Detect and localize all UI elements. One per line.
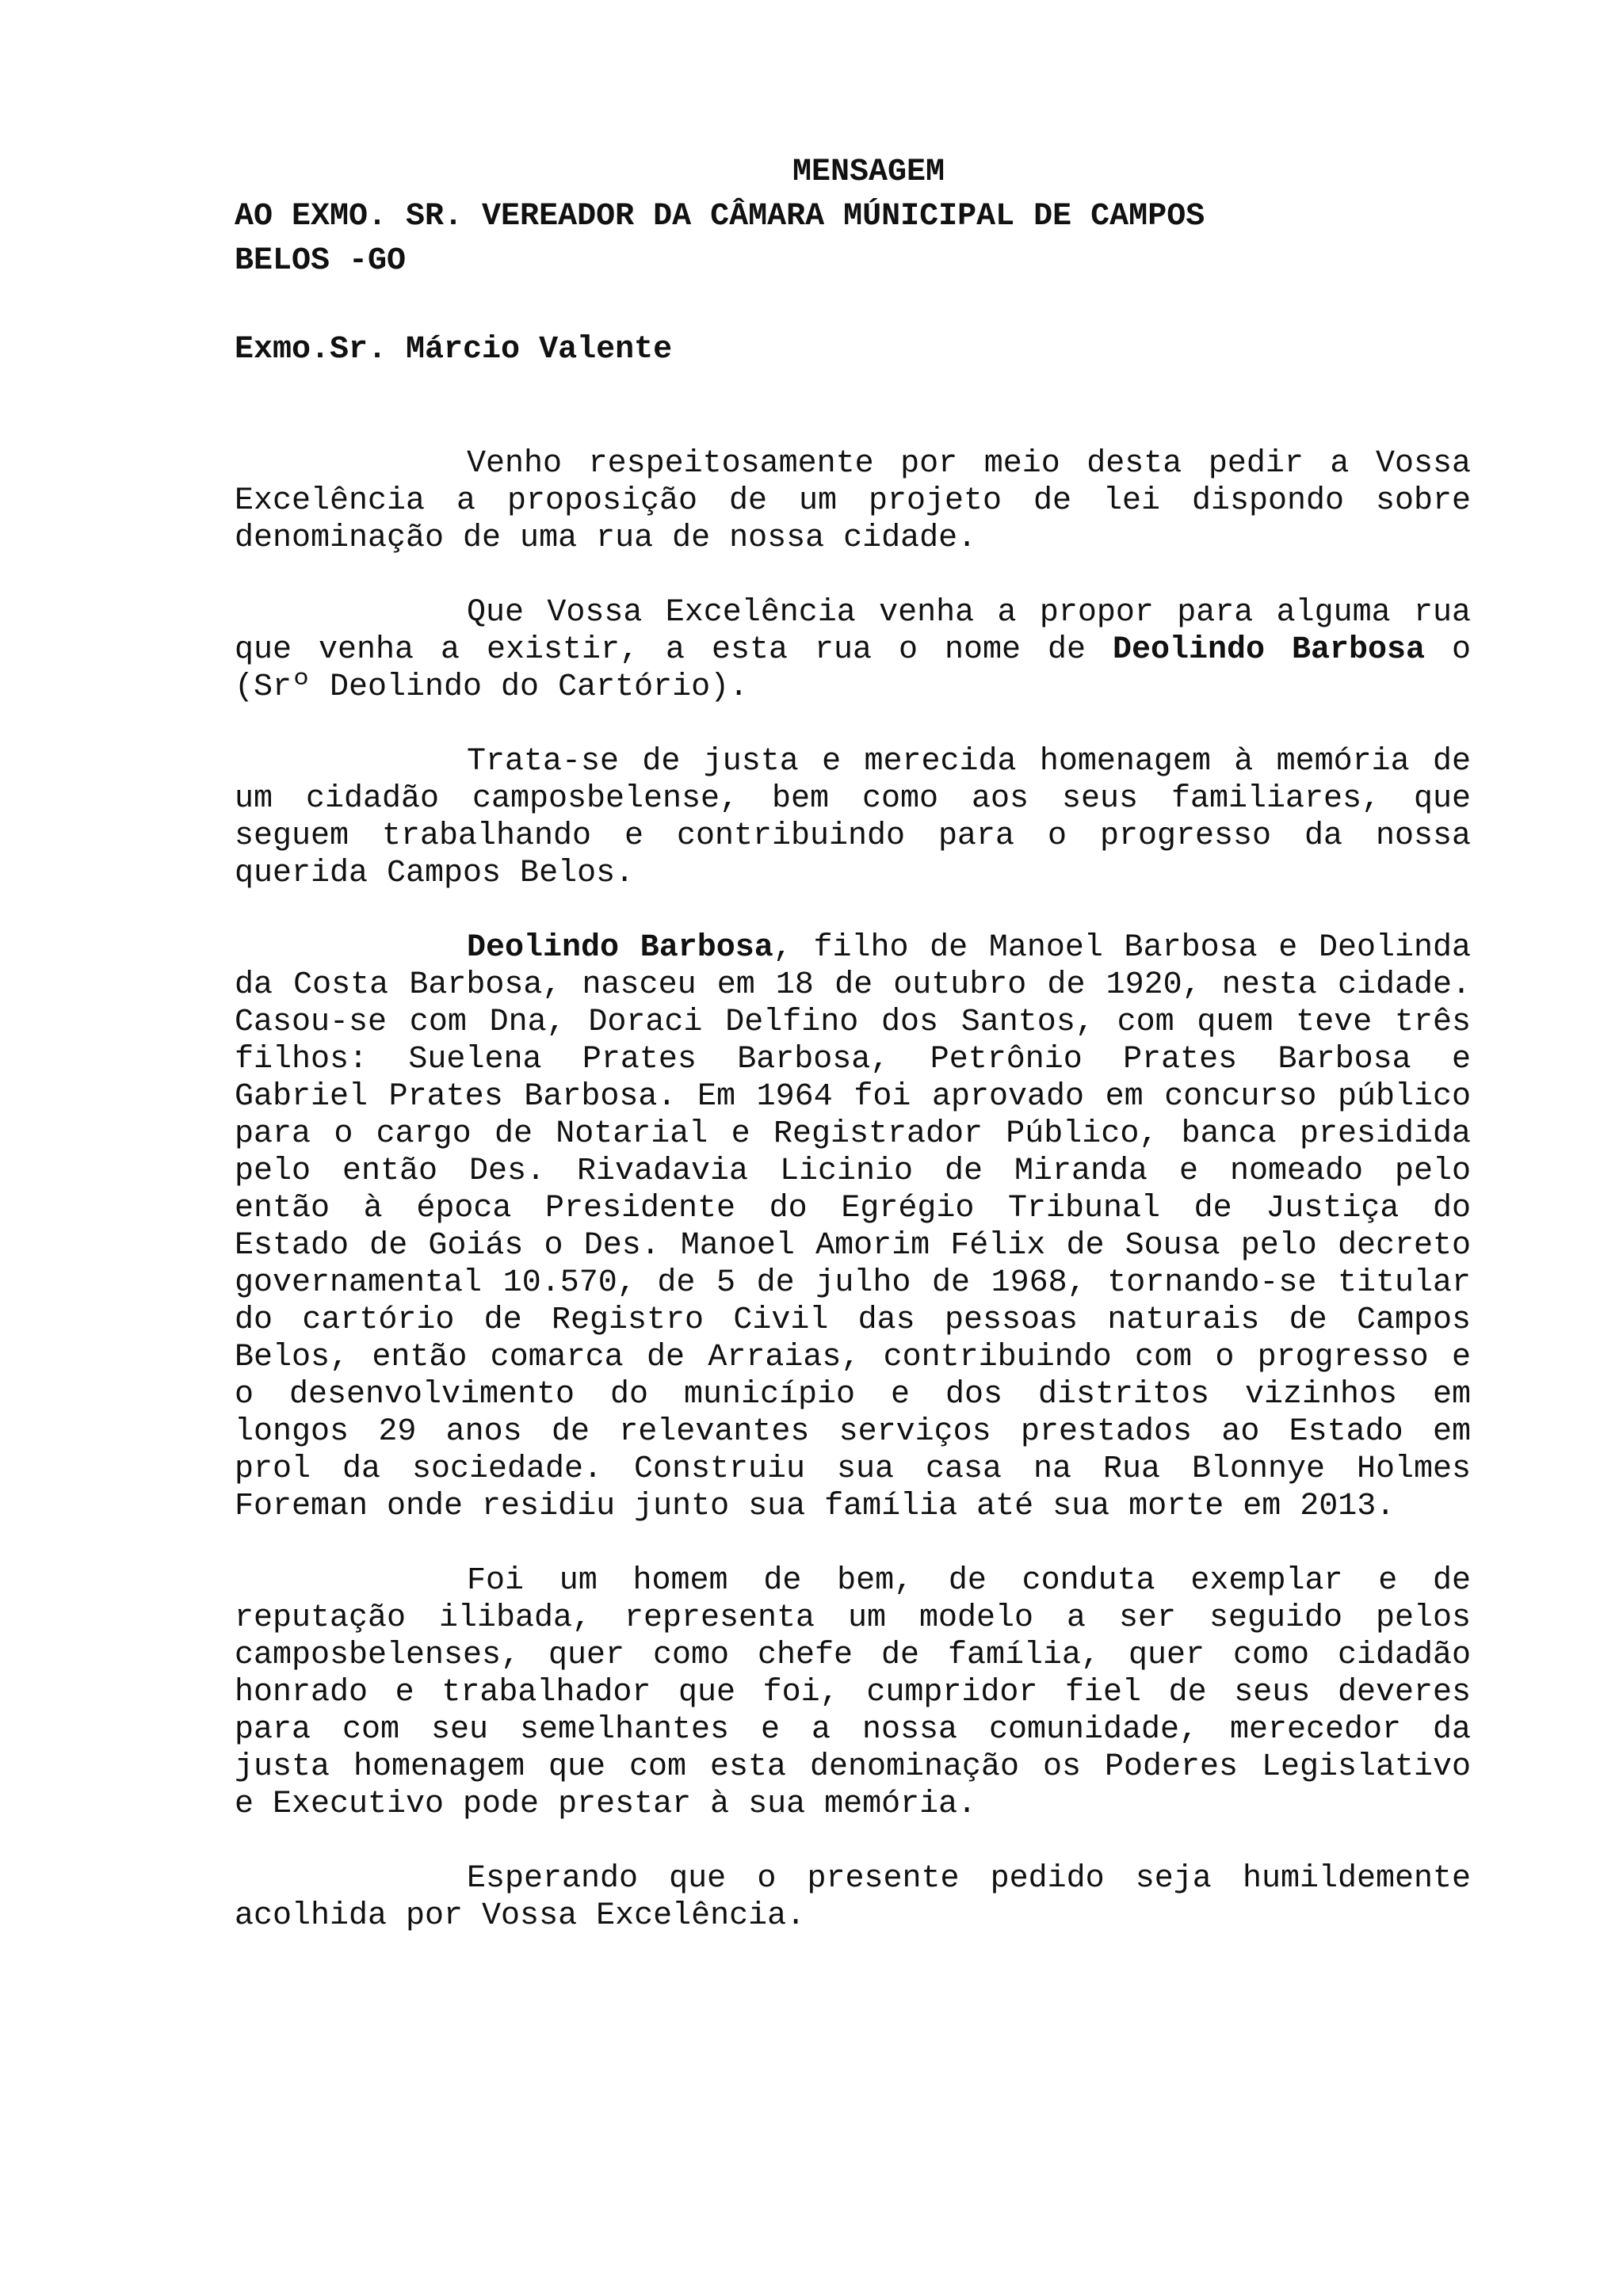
paragraph-request: Venho respeitosamente por meio desta pedir a Vossa Excelência a proposição de um projeto de lei dispondo sobre denominação de uma rua de nossa cidade. [235,446,1471,556]
paragraph-homage: Trata-se de justa e merecida homenagem à memória de um cidadão camposbelense, bem como aos seus familiares, que seguem trabalhando e contribuindo para o progresso da nossa querida Campos Belos. [235,744,1471,891]
addressee: Exmo.Sr. Márcio Valente [235,332,673,368]
paragraph-closing: Esperando que o presente pedido seja humildemente acolhida por Vossa Excelência. [235,1861,1471,1934]
biography-text: , filho de Manoel Barbosa e Deolinda da Costa Barbosa, nasceu em 18 de outubro de 1920, nesta cidade. Casou-se com Dna, Doraci Delfino dos Santos, com quem teve três filhos: Suelena Prates Barbosa, Petrônio Prates Barbosa e Gabriel Prates Barbosa. Em 1964 foi aprovado em concurso público para o cargo de Notarial e Registrador Público, banca presidida pelo então Des. Rivadavia Licinio de Miranda e nomeado pelo então à época Presidente do Egrégio Tribunal de Justiça do Estado de Goiás o Des. Manoel Amorim Félix de Sousa pelo decreto governamental 10.570, de 5 de julho de 1968, tornando-se titular do cartório de Registro Civil das pessoas naturais de Campos Belos, então comarca de Arraias, contribuindo com o progresso e o desenvolvimento do município e dos distritos vizinhos em longos 29 anos de relevantes serviços prestados ao Estado em prol da sociedade. Construiu sua casa na Rua Blonnye Holmes Foreman onde residiu junto sua família até sua morte em 2013. [235,930,1472,1524]
paragraph-proposal-text-before: Que Vossa Excelência venha a propor para alguma rua que venha a existir, a esta rua o nome de [235,595,1471,668]
biography-name: Deolindo Barbosa [467,930,773,966]
recipient-line-2: BELOS -GO [235,243,407,279]
paragraph-biography [235,929,1471,1525]
document-title: MENSAGEM [792,154,945,190]
paragraph-proposal-text-after: o (Srº Deolindo do Cartório). [235,632,1472,705]
paragraph-character: Foi um homem de bem, de conduta exemplar e de reputação ilibada, representa um modelo a ser seguido pelos camposbelenses, quer como chefe de família, quer como cidadão honrado e trabalhador que foi, cumpridor fiel de seus deveres para com seu semelhantes e a nossa comunidade, merecedor da justa homenagem que com esta denominação os Poderes Legislativo e Executivo pode prestar à sua memória. [235,1563,1471,1822]
recipient-line-1: AO EXMO. SR. VEREADOR DA CÂMARA MÚNICIPAL DE CAMPOS [235,199,1205,235]
document-page [235,151,1471,1972]
honoree-name: Deolindo Barbosa [1112,632,1426,668]
paragraph-proposal [235,594,1471,706]
